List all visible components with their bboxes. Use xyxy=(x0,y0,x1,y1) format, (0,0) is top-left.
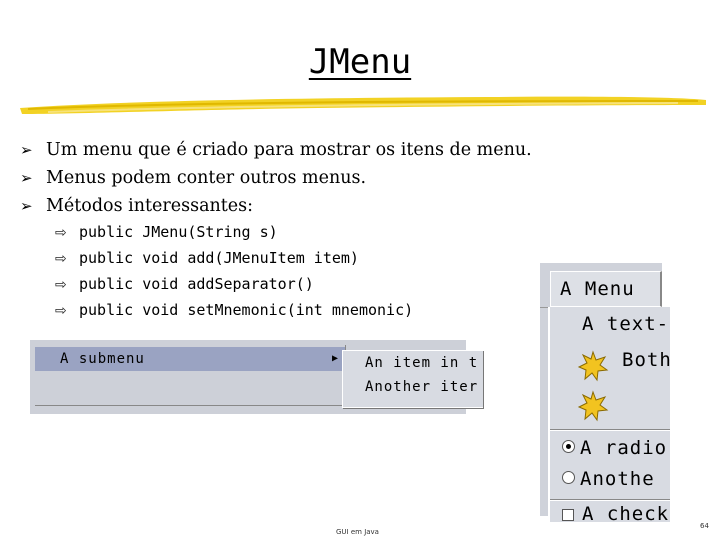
outline-arrow-icon: ⇨ xyxy=(55,225,67,241)
submenu-item[interactable]: Another iter xyxy=(365,379,479,395)
method-item: ⇨ public void setMnemonic(int mnemonic) xyxy=(55,297,413,323)
menu-separator xyxy=(550,429,670,431)
menu-bar xyxy=(540,263,662,308)
slide-title: JMenu xyxy=(308,42,412,82)
menu-screenshot xyxy=(538,263,672,525)
outline-arrow-icon: ⇨ xyxy=(55,303,67,319)
menu-separator xyxy=(550,499,670,501)
outline-arrow-icon: ⇨ xyxy=(55,251,67,267)
arrowhead-bullet-icon: ➢ xyxy=(20,169,33,187)
menu-popup xyxy=(548,307,672,525)
bullet-item: ➢ Um menu que é criado para mostrar os itens de menu. xyxy=(20,136,532,164)
submenu-label: A submenu xyxy=(60,351,145,367)
title-underline-brush xyxy=(18,92,708,118)
menu-item-both[interactable]: Both xyxy=(622,349,672,371)
menu-popup xyxy=(35,345,346,406)
submenu-screenshot xyxy=(30,340,479,414)
menu-item-check[interactable]: A check xyxy=(582,503,670,525)
menu-item-radio[interactable]: A radio xyxy=(562,437,667,459)
menu-title[interactable]: A Menu xyxy=(550,271,662,307)
arrowhead-bullet-icon: ➢ xyxy=(20,197,33,215)
submenu-arrow-icon: ▶ xyxy=(331,353,339,364)
starburst-icon xyxy=(578,391,608,421)
submenu-item-highlighted[interactable] xyxy=(35,347,345,371)
page-number: 64 xyxy=(700,522,709,530)
method-item: ⇨ public void add(JMenuItem item) xyxy=(55,245,413,271)
bullet-item: ➢ Métodos interessantes: xyxy=(20,192,532,220)
bullet-item: ➢ Menus podem conter outros menus. xyxy=(20,164,532,192)
submenu-item[interactable]: An item in t xyxy=(365,355,479,371)
radio-unselected-icon xyxy=(562,471,575,484)
starburst-icon xyxy=(578,351,608,381)
bullet-list xyxy=(20,136,532,220)
footer-text: GUI em Java xyxy=(336,528,379,536)
method-item: ⇨ public JMenu(String s) xyxy=(55,219,413,245)
submenu-popup xyxy=(342,350,483,408)
checkbox-icon xyxy=(562,509,574,521)
radio-selected-icon xyxy=(562,440,575,453)
method-item: ⇨ public void addSeparator() xyxy=(55,271,413,297)
arrowhead-bullet-icon: ➢ xyxy=(20,141,33,159)
outline-arrow-icon: ⇨ xyxy=(55,277,67,293)
method-list xyxy=(55,219,413,323)
menu-item-text[interactable]: A text- xyxy=(582,313,670,335)
menu-item-radio[interactable]: Anothe xyxy=(562,468,655,490)
